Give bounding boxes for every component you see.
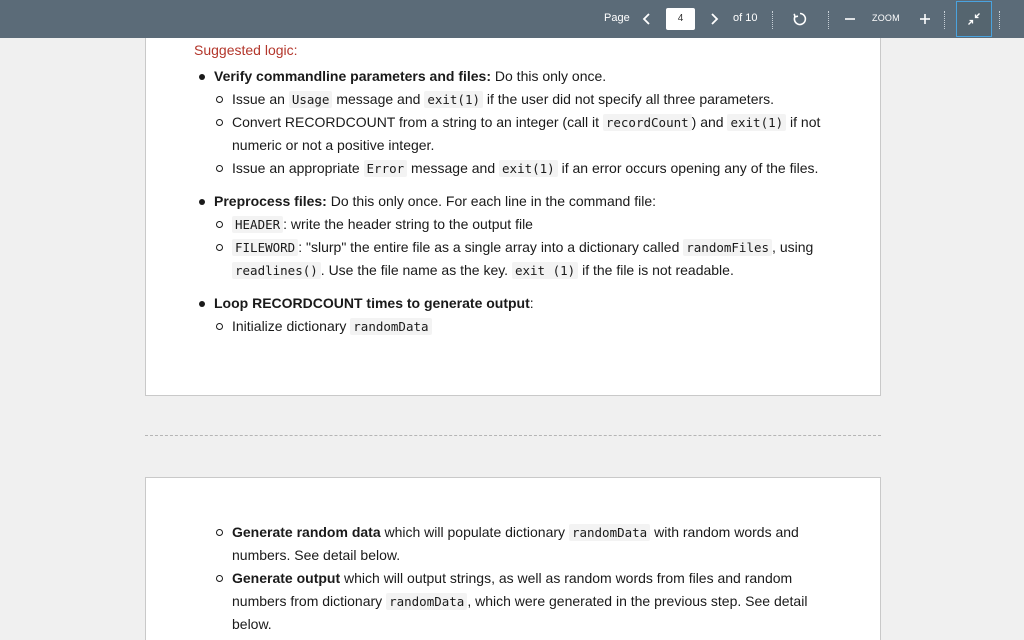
list-item: HEADER : write the header string to the output file (214, 213, 844, 236)
zoom-in-button[interactable] (915, 9, 935, 29)
toolbar-divider (999, 11, 1000, 29)
page-content (194, 39, 844, 348)
document-page (145, 477, 881, 640)
list-item: Verify commandline parameters and files: Do this only once. Issue an Usage message and exit(1) if the user did not specify all three parameters. Convert RECORDCOUNT from a string to an integer (call it recordCount ) and exit(1) if not numeric or not a positive integer. Issue an appropriate Error message and exit(1) if an error occurs opening any of the files. (194, 65, 844, 180)
list-item: Loop RECORDCOUNT times to generate output: Initialize dictionary randomData (194, 292, 844, 338)
chevron-right-icon (708, 12, 720, 26)
exit-fullscreen-icon (967, 12, 981, 26)
next-page-button[interactable] (704, 9, 724, 29)
page-separator (145, 435, 881, 436)
zoom-out-button[interactable] (840, 9, 860, 29)
refresh-button[interactable] (790, 9, 810, 29)
pdf-toolbar (0, 0, 1024, 38)
page-count-label: of 10 (733, 12, 758, 24)
list-item: Issue an Usage message and exit(1) if the user did not specify all three parameters. (214, 88, 844, 111)
page-content (194, 521, 844, 636)
chevron-left-icon (641, 12, 653, 26)
logic-list (214, 521, 844, 636)
page-number-input[interactable]: 4 (666, 8, 695, 30)
exit-fullscreen-button[interactable] (956, 1, 992, 37)
document-page (145, 38, 881, 396)
list-item: Convert RECORDCOUNT from a string to an integer (call it recordCount ) and exit(1) if not numeric or not a positive integer. (214, 111, 844, 157)
minus-icon (844, 13, 856, 25)
list-item: Generate random data which will populate dictionary randomData with random words and numbers. See detail below. (214, 521, 844, 567)
page-label: Page (604, 12, 630, 24)
zoom-label: ZOOM (872, 13, 900, 23)
plus-icon (919, 13, 931, 25)
list-item: FILEWORD : "slurp" the entire file as a single array into a dictionary called randomFiles , using readlines() . Use the file name as the key. exit (1) if the file is not readable. (214, 236, 844, 282)
toolbar-divider (772, 11, 773, 29)
refresh-icon (792, 11, 808, 27)
toolbar-divider (944, 11, 945, 29)
prev-page-button[interactable] (637, 9, 657, 29)
section-heading: Suggested logic: (194, 42, 298, 58)
list-item: Generate output which will output strings, as well as random words from files and random numbers from dictionary randomData , which were generated in the previous step. See detail below. (214, 567, 844, 636)
toolbar-divider (828, 11, 829, 29)
list-item: Initialize dictionary randomData (214, 315, 844, 338)
list-item: Preprocess files: Do this only once. For each line in the command file: HEADER : write the header string to the output file FILEWORD : "slurp" the entire file as a single array into a dictionary called randomFiles , using readlines() . Use the file name as the key. exit (1) if the file is not readable. (194, 190, 844, 282)
logic-list (194, 65, 844, 338)
list-item: Issue an appropriate Error message and exit(1) if an error occurs opening any of the files. (214, 157, 844, 180)
